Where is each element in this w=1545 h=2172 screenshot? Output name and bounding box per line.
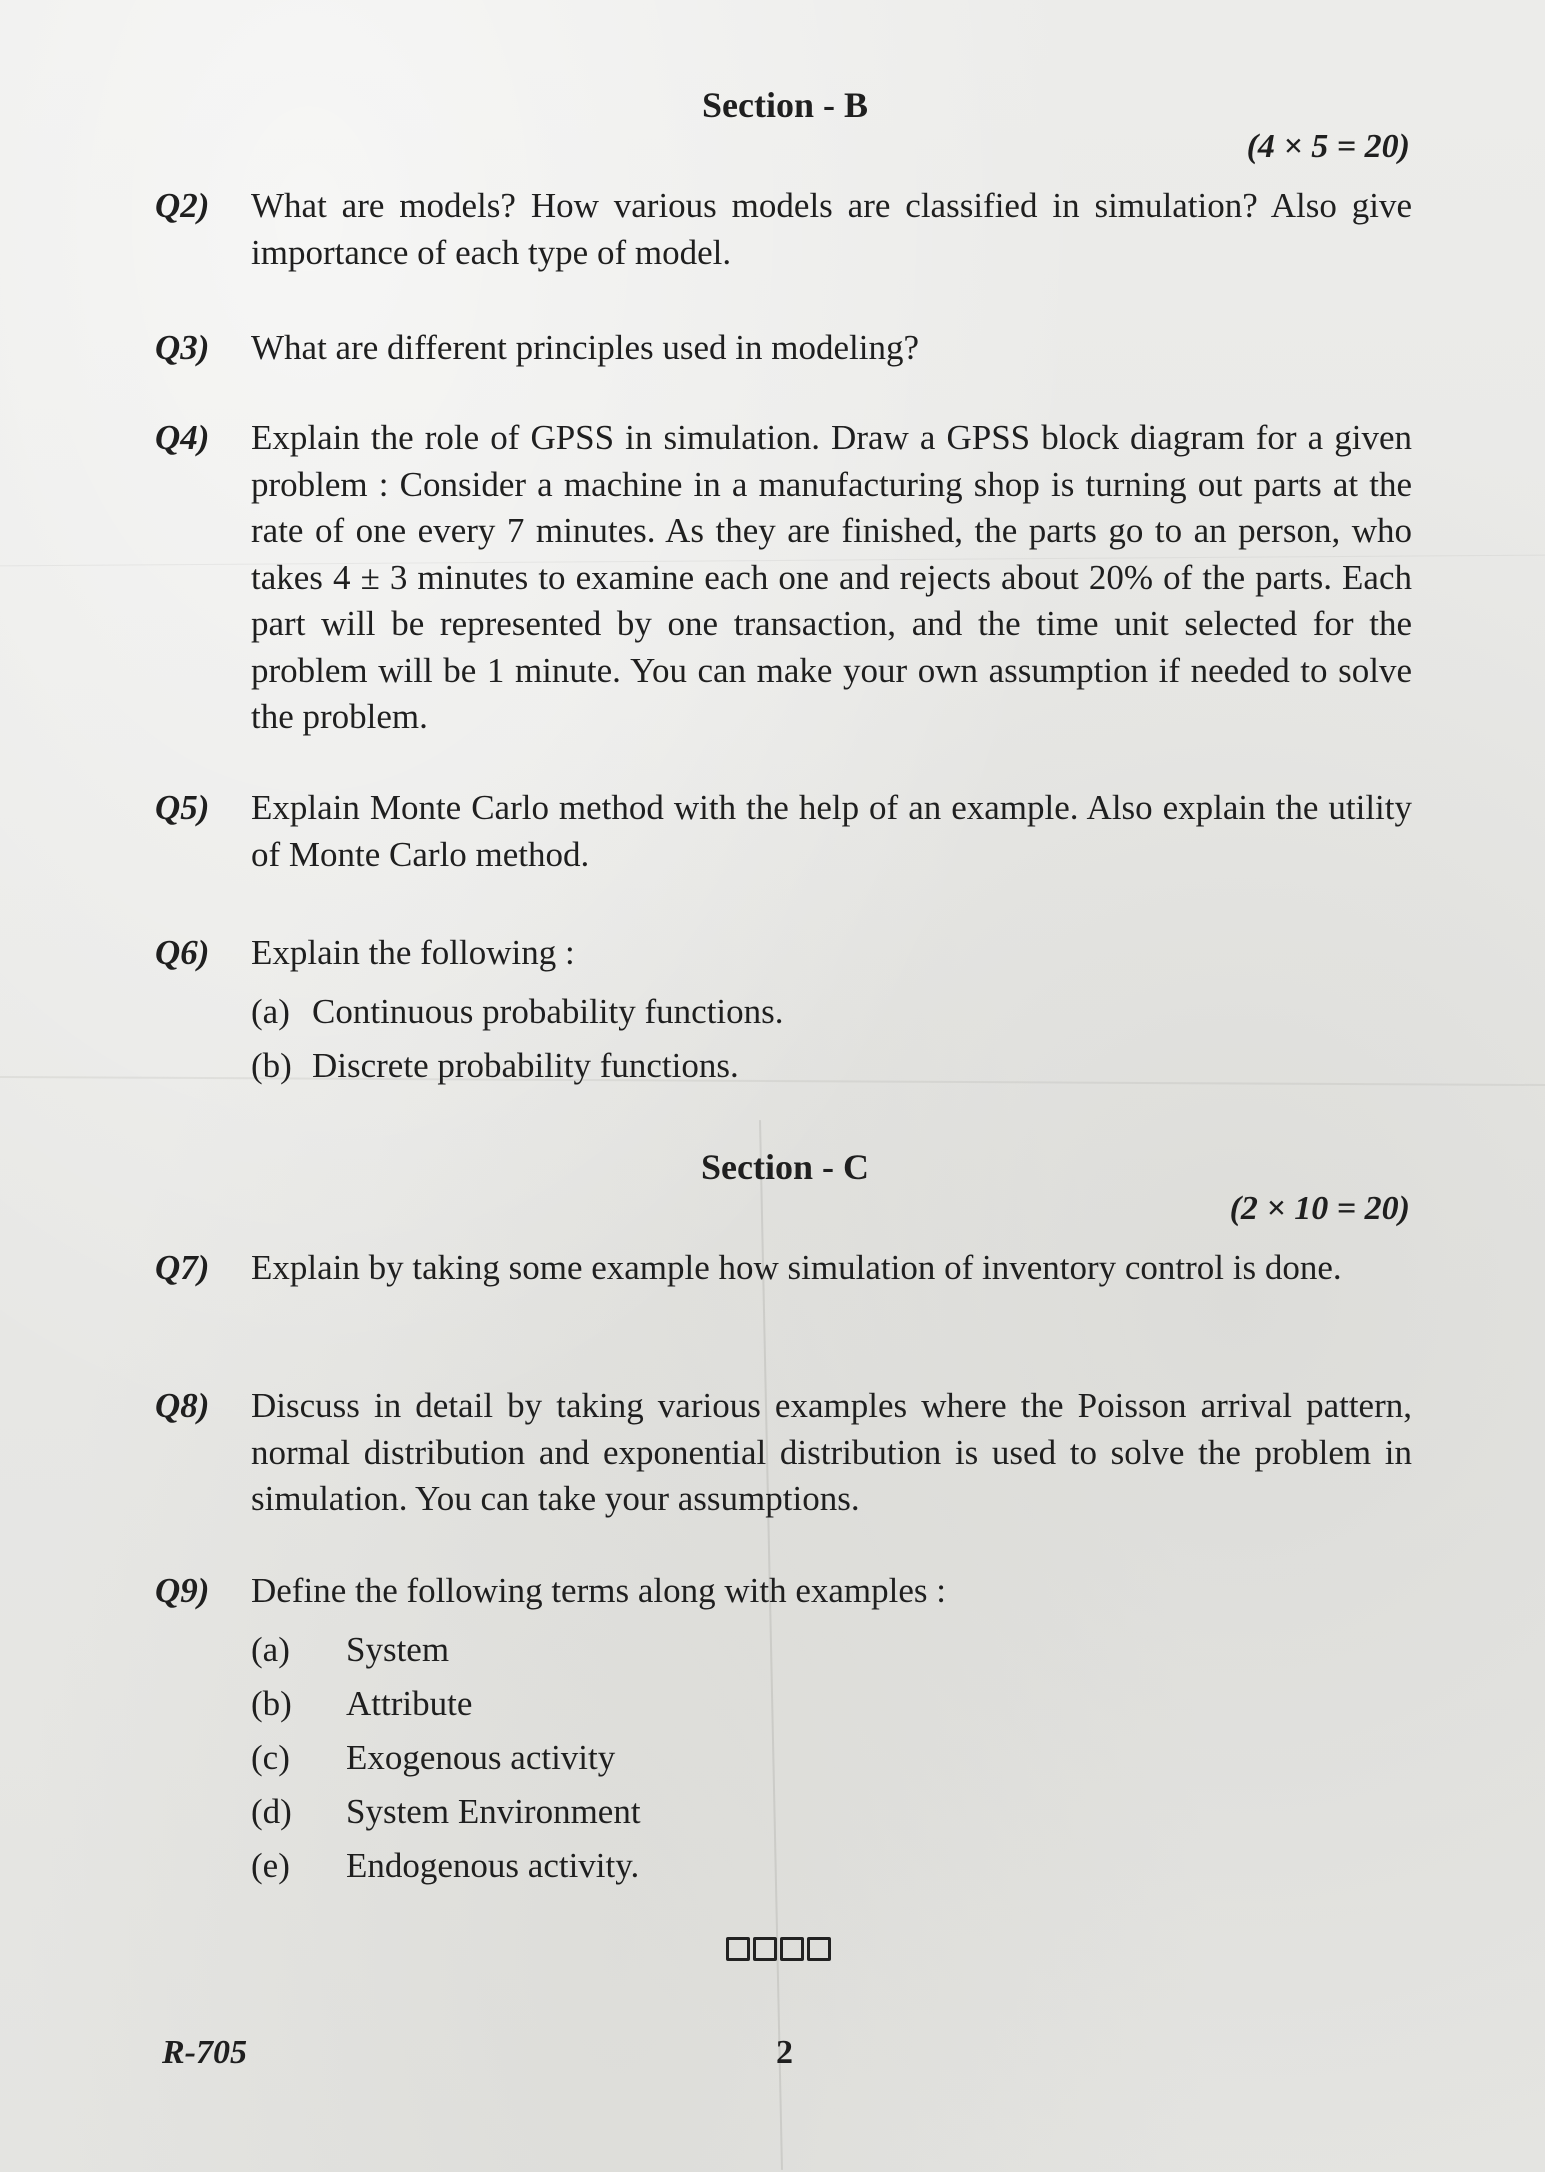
- sub-item: [251, 1623, 1412, 1677]
- question-text: Define the following terms along with examples :: [251, 1571, 946, 1610]
- sub-item-label: (b): [251, 1045, 292, 1085]
- section-b-marks: (4 × 5 = 20): [1246, 128, 1410, 165]
- question-q7: [155, 1245, 1412, 1292]
- end-mark-box: [726, 1937, 750, 1961]
- question-q3: [155, 325, 1412, 372]
- sub-item-label: (d): [251, 1791, 292, 1831]
- end-mark-box: [780, 1937, 804, 1961]
- section-c-marks: (2 × 10 = 20): [1229, 1190, 1410, 1227]
- sub-item-text: Endogenous activity.: [346, 1845, 640, 1885]
- sub-item-text: System: [346, 1629, 450, 1669]
- question-number: Q5): [155, 788, 210, 827]
- page-number: 2: [776, 2034, 793, 2071]
- sub-item: [251, 1677, 1412, 1731]
- sub-item: [251, 1785, 1412, 1839]
- question-text: Explain by taking some example how simulation of inventory control is done.: [251, 1248, 1342, 1287]
- question-q9: [155, 1568, 1412, 1893]
- sub-item-text: System Environment: [346, 1791, 641, 1831]
- question-q2: [155, 183, 1412, 276]
- question-number: Q2): [155, 186, 210, 225]
- sub-item-text: Attribute: [346, 1683, 473, 1723]
- question-q5: [155, 785, 1412, 878]
- end-mark-box: [807, 1937, 831, 1961]
- sub-item: [251, 1039, 1412, 1093]
- question-q8: [155, 1383, 1412, 1523]
- sub-item-label: (a): [251, 991, 290, 1031]
- question-text: Explain the following :: [251, 933, 575, 972]
- end-mark-box: [753, 1937, 777, 1961]
- question-number: Q3): [155, 328, 210, 367]
- paper-code: R-705: [162, 2034, 247, 2071]
- sub-item-label: (e): [251, 1845, 290, 1885]
- section-b-title: Section - B: [702, 85, 868, 125]
- sub-item-label: (a): [251, 1629, 290, 1669]
- question-text: What are different principles used in modeling?: [251, 328, 920, 367]
- question-number: Q8): [155, 1386, 210, 1425]
- sub-item-label: (b): [251, 1683, 292, 1723]
- question-number: Q4): [155, 418, 210, 457]
- question-q4: [155, 415, 1412, 741]
- sub-item-text: Exogenous activity: [346, 1737, 616, 1777]
- question-q6: [155, 930, 1412, 1093]
- sub-item: [251, 985, 1412, 1039]
- question-text: Discuss in detail by taking various examples where the Poisson arrival pattern, normal distribution and exponential distribution is used to solve the problem in simulation. You can take your assumptions.: [251, 1386, 1412, 1518]
- question-number: Q6): [155, 933, 210, 972]
- question-number: Q9): [155, 1571, 210, 1610]
- question-text: What are models? How various models are classified in simulation? Also give importance of each type of model.: [251, 186, 1412, 272]
- sub-item-text: Continuous probability functions.: [312, 991, 784, 1031]
- sub-item-list: [251, 985, 1412, 1093]
- sub-item: [251, 1839, 1412, 1893]
- question-text: Explain the role of GPSS in simulation. Draw a GPSS block diagram for a given problem : Consider a machine in a manufacturing shop is turning out parts at the rate of one every 7 minutes. As they are finished, the parts go to an person, who takes 4 ± 3 minutes to examine each one and rejects about 20% of the parts. Each part will be represented by one transaction, and the time unit selected for the problem will be 1 minute. You can make your own assumption if needed to solve the problem.: [251, 418, 1412, 736]
- question-text: Explain Monte Carlo method with the help of an example. Also explain the utility of Monte Carlo method.: [251, 788, 1412, 874]
- question-number: Q7): [155, 1248, 210, 1287]
- section-c-title: Section - C: [701, 1147, 869, 1187]
- sub-item-text: Discrete probability functions.: [312, 1045, 739, 1085]
- end-of-paper-mark: [726, 1937, 831, 1961]
- sub-item-list: [251, 1623, 1412, 1893]
- sub-item-label: (c): [251, 1737, 290, 1777]
- sub-item: [251, 1731, 1412, 1785]
